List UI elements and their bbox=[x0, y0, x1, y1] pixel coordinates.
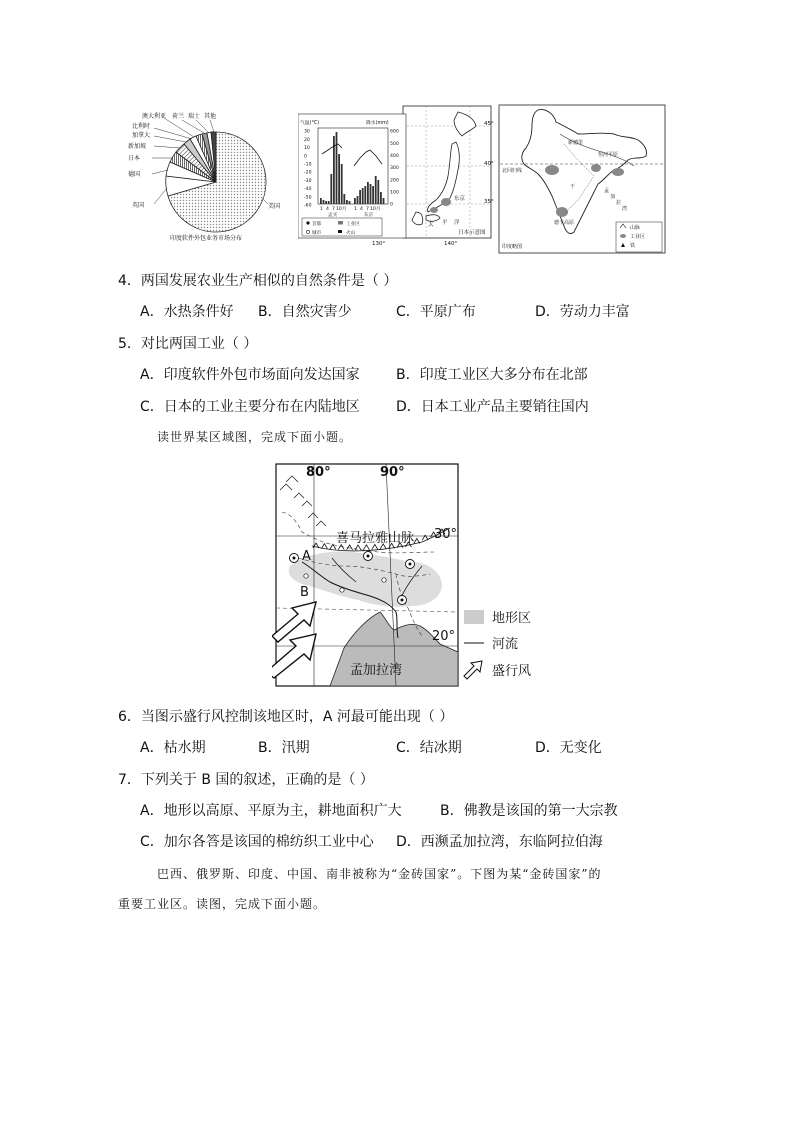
pie-label-switzerland: 瑞士 bbox=[188, 113, 201, 120]
climate-right-tick-label: 200 bbox=[390, 178, 399, 184]
pie-label-canada: 加拿大 bbox=[132, 132, 151, 139]
japan-label-ping: 平 bbox=[442, 220, 448, 226]
pie-label-japan: 日本 bbox=[128, 155, 141, 162]
climate-legend-volcano: 火山 bbox=[346, 231, 356, 236]
climate-left-tick-label: -10 bbox=[304, 162, 312, 168]
legend-city-icon bbox=[306, 230, 309, 233]
precip-bar-station2 bbox=[357, 196, 359, 204]
climate-xtick-10b: 10月 bbox=[370, 207, 381, 212]
climate-right-tick-label: 300 bbox=[390, 166, 399, 172]
legend-capital-icon bbox=[306, 221, 309, 224]
climate-left-tick-label: 30 bbox=[304, 129, 310, 135]
climate-left-tick-label: -20 bbox=[304, 170, 312, 176]
india-industrial-2 bbox=[591, 164, 601, 172]
small-city-2 bbox=[340, 588, 344, 592]
precip-bar-station1 bbox=[320, 198, 322, 204]
climate-left-tick-label: 0 bbox=[304, 154, 307, 160]
precip-bar-station1 bbox=[328, 201, 330, 204]
question-6-option-c[interactable]: C．结冰期 bbox=[396, 740, 462, 756]
pie-label-other: 其他 bbox=[204, 113, 217, 120]
pie-label-usa: 美国 bbox=[268, 203, 281, 210]
india-label-bay-3: 拉 bbox=[616, 200, 622, 206]
himalaya-label: 喜马拉雅山脉 bbox=[336, 531, 415, 546]
climate-left-tick-label: -40 bbox=[304, 187, 312, 193]
legend-industrial-zone-icon bbox=[620, 234, 626, 238]
precip-bar-station2 bbox=[380, 192, 382, 204]
question-6-option-d[interactable]: D．无变化 bbox=[535, 740, 602, 756]
question-4-option-c[interactable]: C．平原广布 bbox=[396, 304, 476, 320]
precip-bar-station2 bbox=[367, 182, 369, 204]
precip-bar-station2 bbox=[354, 198, 356, 204]
india-industrial-4 bbox=[556, 207, 568, 217]
india-label-bay-2: 加 bbox=[610, 194, 616, 200]
small-city-3 bbox=[382, 578, 386, 582]
precip-bar-station1 bbox=[341, 164, 343, 204]
lat-label-30: 30° bbox=[434, 527, 458, 542]
legend-wind-label: 盛行风 bbox=[492, 664, 532, 679]
pie-chart-figure bbox=[128, 112, 288, 244]
precip-bar-station2 bbox=[372, 186, 374, 204]
question-6-stem: 6．当图示盛行风控制该地区时，A 河最可能出现（ ） bbox=[118, 709, 454, 725]
precip-bar-station2 bbox=[362, 188, 364, 204]
climate-station2-label: 东京 bbox=[364, 213, 374, 218]
intro-brics-line2: 重要工业区。读图，完成下面小题。 bbox=[118, 897, 327, 911]
precip-bar-station1 bbox=[325, 201, 327, 204]
precip-bar-station1 bbox=[338, 154, 340, 204]
japan-lon-140: 140° bbox=[444, 241, 458, 246]
india-label-bay-1: 孟 bbox=[604, 188, 610, 194]
climate-right-axis-title: 降水(mm) bbox=[366, 121, 389, 126]
india-label-gan: 干 bbox=[570, 184, 576, 190]
question-7-stem: 7．下列关于 B 国的叙述，正确的是（ ） bbox=[118, 772, 374, 788]
climate-legend-capital: 首都 bbox=[312, 222, 322, 227]
legend-terrain-swatch bbox=[464, 610, 484, 624]
pie-label-singapore: 新加坡 bbox=[128, 143, 147, 150]
japan-lat-35: 35° bbox=[484, 199, 494, 205]
bay-of-bengal-label: 孟加拉湾 bbox=[350, 663, 403, 678]
india-map-figure bbox=[498, 104, 668, 256]
question-4-stem: 4．两国发展农业生产相似的自然条件是（ ） bbox=[118, 273, 398, 289]
precip-bar-station2 bbox=[370, 184, 372, 204]
climate-left-tick-label: -30 bbox=[304, 178, 312, 184]
precip-bar-station1 bbox=[343, 194, 345, 204]
precip-bar-station2 bbox=[377, 180, 379, 204]
india-label-deccan: 德干高原 bbox=[554, 220, 575, 226]
japan-label-tokyo: 东京 bbox=[454, 196, 466, 202]
climate-left-tick-label: -50 bbox=[304, 195, 312, 201]
climate-left-tick-label: 10 bbox=[304, 146, 310, 152]
japan-label-yang: 洋 bbox=[454, 220, 460, 226]
pie-label-uk: 英国 bbox=[132, 202, 145, 209]
lon-label-90: 90° bbox=[380, 465, 405, 480]
climate-japan-figure bbox=[298, 104, 494, 246]
question-7-option-b[interactable]: B．佛教是该国的第一大宗教 bbox=[440, 803, 618, 819]
precip-bar-station1 bbox=[346, 200, 348, 204]
lon-label-80: 80° bbox=[306, 465, 331, 480]
intro-brics-line1: 巴西、俄罗斯、印度、中国、南非被称为“金砖国家”。下图为某“金砖国家”的 bbox=[157, 867, 602, 881]
climate-xtick-1a: 1 bbox=[320, 207, 323, 212]
precip-bar-station2 bbox=[359, 190, 361, 204]
question-4-option-b[interactable]: B．自然灾害少 bbox=[258, 304, 352, 320]
india-legend-mountain: 山脉 bbox=[630, 225, 641, 231]
climate-legend-industrial: 工业区 bbox=[346, 222, 360, 227]
india-label-newdelhi: 新德里 bbox=[568, 140, 584, 146]
climate-right-tick-label: 400 bbox=[390, 153, 399, 159]
precip-bar-station1 bbox=[336, 132, 338, 204]
pie-label-australia: 澳大利亚 bbox=[142, 113, 167, 120]
question-5-option-b[interactable]: B．印度工业区大多分布在北部 bbox=[396, 367, 588, 383]
india-industrial-3 bbox=[612, 168, 624, 176]
legend-wind-arrow-icon bbox=[464, 661, 482, 679]
lat-label-20: 20° bbox=[432, 629, 456, 644]
climate-xtick-10a: 10月 bbox=[336, 207, 347, 212]
climate-right-tick-label: 100 bbox=[390, 190, 399, 196]
india-legend-industrial: 工业区 bbox=[630, 234, 646, 240]
region-map-figure bbox=[272, 462, 542, 688]
climate-left-axis-title: 气温(°C) bbox=[300, 121, 320, 126]
industrial-zone-tokyo bbox=[441, 198, 451, 206]
japan-lat-40: 40° bbox=[484, 161, 494, 167]
climate-xtick-7b: 7 bbox=[366, 207, 369, 212]
climate-left-tick-label: -60 bbox=[304, 203, 312, 209]
climate-xtick-1b: 1 bbox=[354, 207, 357, 212]
precip-bar-station1 bbox=[349, 201, 351, 204]
pie-label-belgium: 比利时 bbox=[132, 123, 151, 130]
india-label-ganges-plain: 恒河平原 bbox=[598, 152, 619, 158]
question-7-option-c[interactable]: C．加尔各答是该国的棉纺织工业中心 bbox=[140, 834, 374, 850]
question-5-option-c[interactable]: C．日本的工业主要分布在内陆地区 bbox=[140, 399, 360, 415]
precip-bar-station2 bbox=[364, 186, 366, 204]
question-7-option-d[interactable]: D．西濒孟加拉湾，东临阿拉伯海 bbox=[396, 834, 603, 850]
climate-left-tick-label: 20 bbox=[304, 137, 310, 143]
pie-label-netherlands: 荷兰 bbox=[172, 113, 185, 120]
question-6-option-b[interactable]: B．汛期 bbox=[258, 740, 310, 756]
india-map-title: 印度略图 bbox=[502, 244, 523, 250]
question-5-option-d[interactable]: D．日本工业产品主要销往国内 bbox=[396, 399, 589, 415]
precip-bar-station1 bbox=[330, 174, 332, 204]
small-city-1 bbox=[304, 574, 308, 578]
climate-legend-city: 城市 bbox=[312, 231, 322, 236]
climate-right-tick-label: 600 bbox=[390, 129, 399, 135]
japan-lat-45: 45° bbox=[484, 121, 494, 127]
industrial-zone-osaka bbox=[430, 207, 438, 213]
point-b-label: B bbox=[300, 585, 309, 600]
question-4-option-a[interactable]: A．水热条件好 bbox=[140, 304, 234, 320]
climate-xtick-4b: 4 bbox=[360, 207, 363, 212]
japan-label-tai: 太 bbox=[428, 222, 434, 228]
legend-river-label: 河流 bbox=[492, 637, 519, 652]
climate-right-tick-label: 0 bbox=[390, 202, 393, 208]
precip-bar-station2 bbox=[375, 176, 377, 204]
climate-right-tick-label: 500 bbox=[390, 141, 399, 147]
climate-xtick-4a: 4 bbox=[326, 207, 329, 212]
precip-bar-station2 bbox=[383, 198, 385, 204]
japan-map-title: 日本示意图 bbox=[458, 230, 486, 236]
india-legend-iron: 铁 bbox=[630, 243, 636, 249]
climate-station1-label: 孟买 bbox=[328, 213, 338, 218]
question-6-option-a[interactable]: A．枯水期 bbox=[140, 740, 206, 756]
legend-industrial-icon bbox=[338, 221, 343, 225]
india-industrial-1 bbox=[545, 165, 559, 175]
india-label-tropic: 北回归线 bbox=[502, 168, 523, 174]
legend-volcano-icon bbox=[338, 230, 342, 233]
precip-bar-station1 bbox=[323, 200, 325, 204]
intro-region-map: 读世界某区域图，完成下面小题。 bbox=[157, 430, 353, 444]
question-5-option-a[interactable]: A．印度软件外包市场面向发达国家 bbox=[140, 367, 360, 383]
pie-caption: 印度软件外包业务市场分布 bbox=[170, 235, 243, 242]
japan-lon-130: 130° bbox=[372, 241, 386, 246]
point-a-label: A bbox=[302, 549, 311, 564]
question-4-option-d[interactable]: D．劳动力丰富 bbox=[535, 304, 630, 320]
pie-label-germany: 德国 bbox=[128, 171, 141, 178]
legend-terrain-label: 地形区 bbox=[492, 611, 532, 626]
question-5-stem: 5．对比两国工业（ ） bbox=[118, 336, 258, 352]
climate-xtick-7a: 7 bbox=[332, 207, 335, 212]
question-7-option-a[interactable]: A．地形以高原、平原为主，耕地面积广大 bbox=[140, 803, 402, 819]
india-label-bay-4: 湾 bbox=[622, 206, 628, 212]
